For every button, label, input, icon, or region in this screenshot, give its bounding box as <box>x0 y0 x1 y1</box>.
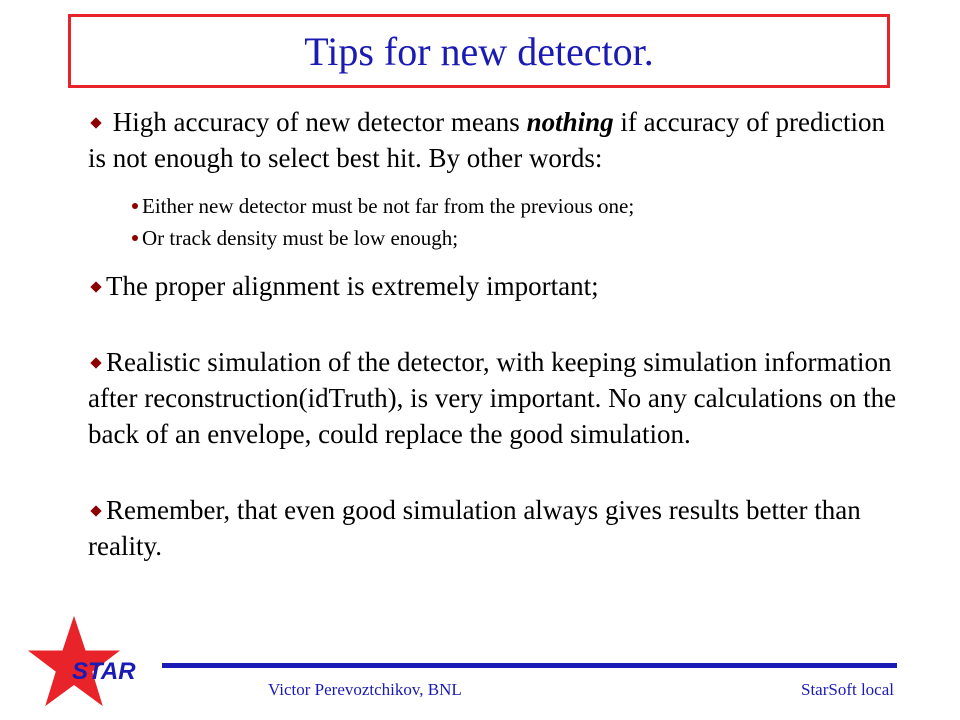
footer-divider <box>162 663 897 668</box>
diamond-icon <box>90 281 101 292</box>
diamond-icon <box>90 505 101 516</box>
bullet-1-text-pre: High accuracy of new detector means <box>112 107 527 137</box>
slide-title: Tips for new detector. <box>304 28 654 74</box>
bullet-1-emphasis: nothing <box>526 107 614 137</box>
bullet-2-text: The proper alignment is extremely important; <box>106 271 599 301</box>
subbullet-1 <box>132 190 908 222</box>
dot-icon <box>132 203 138 209</box>
diamond-icon <box>90 357 101 368</box>
title-frame <box>68 14 890 88</box>
bullet-4 <box>88 492 908 564</box>
bullet-3 <box>88 344 908 452</box>
subbullet-1-text: Either new detector must be not far from the previous one; <box>142 194 635 218</box>
bullet-2 <box>88 268 908 304</box>
star-logo-text: STAR <box>72 658 136 685</box>
dot-icon <box>132 235 138 241</box>
subbullet-2 <box>132 222 908 254</box>
bullet-3-text: Realistic simulation of the detector, with keeping simulation information after reconstruction(idTruth), is very important. No any calculations on the back of an envelope, could replace the good simulation. <box>88 347 897 449</box>
bullet-4-text: Remember, that even good simulation always gives results better than reality. <box>88 495 861 561</box>
footer-author: Victor Perevoztchikov, BNL <box>268 680 462 699</box>
slide-body <box>88 104 908 564</box>
footer-event: StarSoft local <box>800 680 894 699</box>
diamond-icon <box>90 117 101 128</box>
bullet-1 <box>88 104 908 176</box>
subbullet-2-text: Or track density must be low enough; <box>142 226 459 250</box>
bullet-1-text-post: if accuracy of prediction is not enough to select best hit. By other words: <box>88 107 885 173</box>
